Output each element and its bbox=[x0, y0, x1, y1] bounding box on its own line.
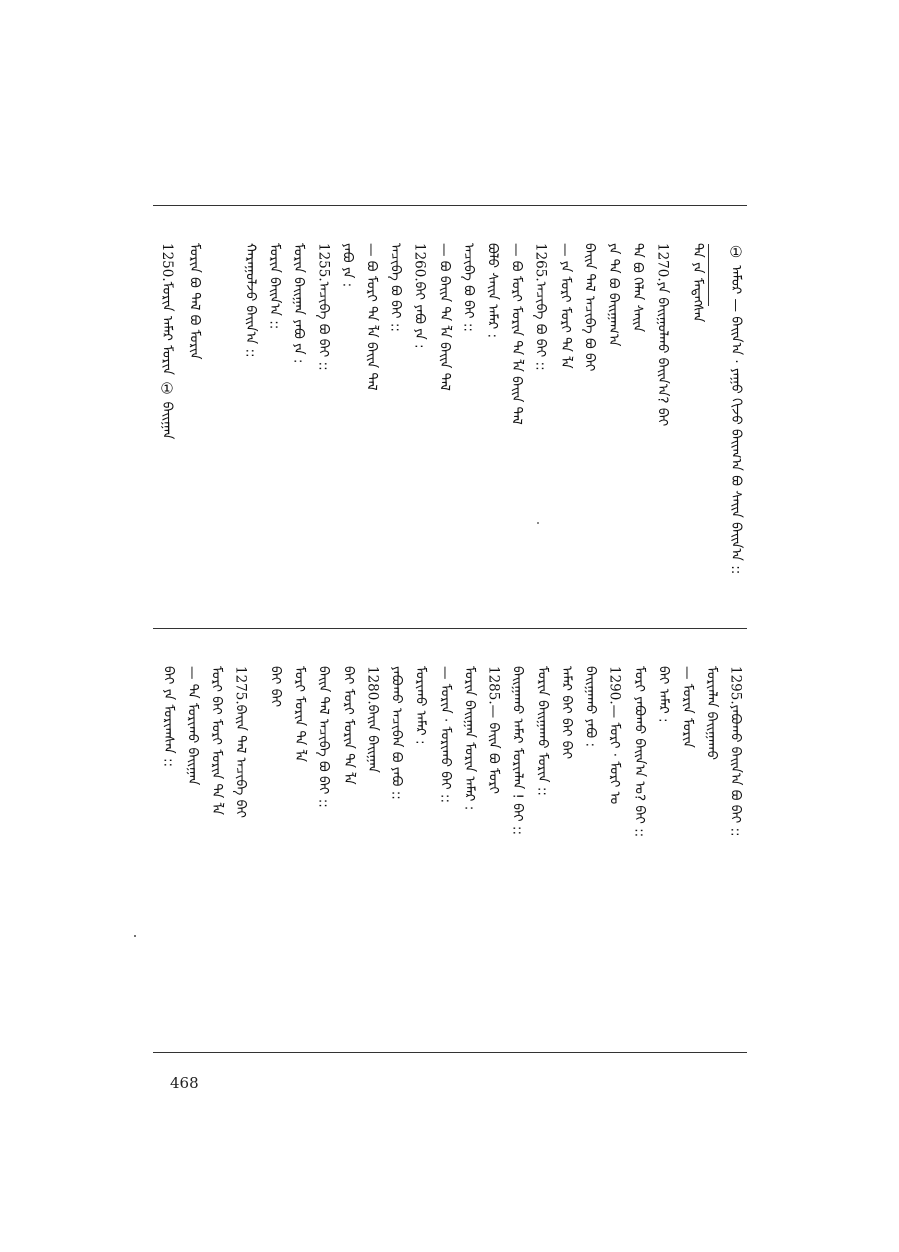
verse-line bbox=[187, 243, 201, 360]
verse-text: ᠪᠠᠢ ᠶᠠ ᠮᠣᠷᠢᠭᠰᠠᠨ :: bbox=[160, 666, 177, 768]
verse-line bbox=[364, 243, 378, 391]
verse-line bbox=[292, 666, 306, 762]
verse-text: ᠮᠣᠷᠢᠨ ᠪᠣ ᠲᠠᠯ ᠪᠤ ᠮᠣᠷᠢᠨ bbox=[186, 243, 203, 360]
verse-text: ᠪᠠᠢᠨ ᠪᠠᠢᠭᠠᠨ bbox=[364, 704, 381, 773]
verse-text: ᠶᠠᠪᠤᠬᠤ ᠪᠠᠢᠨ᠎ᠠ ᠪᠤ ᠪᠠᠢ :: bbox=[727, 704, 744, 837]
bottom-horizontal-rule bbox=[153, 1052, 747, 1053]
verse-line bbox=[485, 243, 499, 338]
verse-line bbox=[268, 666, 282, 707]
verse-block-bottom bbox=[153, 628, 753, 1050]
verse-text: ᠠᠴᠢᠪᠠ ᠪᠤ ᠪᠠᠢ :: bbox=[460, 243, 477, 332]
footnote-marker: ① bbox=[727, 243, 745, 261]
verse-text: ᠠᠮᠠᠷ ᠪᠠᠢ ᠪᠠᠢ ᠪᠠᠢ bbox=[558, 666, 575, 760]
verse-line bbox=[533, 243, 547, 371]
verse-text: — ᠮᠣᠷᠢᠨ ᠮᠣᠷᠢᠨ bbox=[679, 666, 696, 748]
verse-line bbox=[438, 666, 452, 803]
verse-line bbox=[632, 666, 646, 837]
verse-line bbox=[291, 243, 305, 363]
verse-text: ᠪᠠᠢ ᠠᠮᠠᠷ : bbox=[655, 666, 672, 723]
verse-line bbox=[728, 666, 742, 837]
verse-text: ᠶᠠ ᠲᠠ ᠪᠣ ᠪᠠᠢᠭᠠᠭ᠎ᠠ bbox=[605, 243, 622, 347]
footnote-text: ᠠᠮᠤᠷ — ᠪᠠᠢᠨ᠎ᠠ · ᠶᠠᠭᠤ ᠬᠢᠵᠦ ᠪᠠᠢᠭ᠎ᠠ ᠪᠤ ᠰᠠᠢᠨ ᠪᠠᠢᠨ᠎ᠠ :: bbox=[728, 265, 744, 575]
verse-line bbox=[655, 243, 669, 426]
verse-line bbox=[462, 666, 476, 810]
verse-line bbox=[243, 243, 257, 358]
verse-text: ᠮᠣᠷᠢ ᠮᠣᠷᠢᠨ ᠲᠠ ᠯᠠ bbox=[291, 666, 308, 762]
verse-line bbox=[509, 243, 523, 425]
verse-text: ᠪᠠᠢᠨ ᠲᠠᠯ ᠠᠴᠢᠪᠠ ᠪᠠᠢ bbox=[232, 704, 249, 819]
verse-line bbox=[365, 666, 379, 773]
footnote bbox=[728, 243, 743, 574]
verse-text: ᠮᠣᠷᠢᠬᠤ ᠠᠮᠠᠷ : bbox=[412, 666, 429, 745]
verse-text: — ᠪᠤ ᠮᠣᠷᠢ ᠮᠣᠷᠢᠨ ᠲᠠ ᠯᠠ ᠪᠠᠢᠨ ᠲᠠᠯ bbox=[508, 243, 525, 425]
verse-line bbox=[656, 666, 670, 723]
verse-text: ᠪᠣᠯᠣ ᠰᠠᠢᠨ ᠠᠮᠠᠷ : bbox=[484, 243, 501, 339]
verse-text: ᠮᠣᠷᠢ ᠶᠠᠪᠤᠬᠤ ᠪᠠᠢᠨ᠎ᠠ ᠤ? ᠪᠠᠢ :: bbox=[631, 666, 648, 838]
verse-text: ᠮᠣᠷᠢᠨ ᠪᠠᠢᠨ᠎ᠠ :: bbox=[266, 243, 283, 330]
verse-text: ᠪᠠᠢ ᠪᠠᠢ bbox=[267, 666, 284, 708]
verse-text: ᠮᠣᠷᠢᠨ ᠠᠮᠠᠷ ᠮᠣᠷᠢᠨ bbox=[159, 281, 175, 376]
verse-text: ᠮᠣᠷᠢᠨ ᠪᠠᠢᠭᠠᠨ ᠮᠣᠷᠢᠨ ᠠᠮᠠᠷ : bbox=[461, 666, 478, 811]
line-number: 1295. bbox=[727, 666, 744, 705]
verse-line bbox=[316, 243, 330, 371]
line-number: 1250. bbox=[159, 243, 175, 282]
verse-text: ᠲᠠ ᠪᠣ ᠬᠡᠯᠡᠨ ᠰᠠᠢᠨ bbox=[629, 243, 646, 333]
line-number: 1285. bbox=[485, 666, 502, 705]
verse-line bbox=[412, 243, 426, 349]
verse-text: ᠶᠠᠪᠤᠬᠤ ᠠᠴᠢᠪᠠᠨ ᠪᠤ ᠶᠠᠪᠤ :: bbox=[388, 666, 405, 800]
line-number: 1270. bbox=[654, 243, 671, 282]
verse-text: ᠬᠠᠷᠠᠭᠤᠯᠵᠤ ᠪᠠᠢᠨ᠎ᠠ :: bbox=[242, 243, 259, 358]
verse-line bbox=[437, 243, 451, 391]
verse-text: ᠪᠠᠢ ᠮᠣᠷᠢ ᠮᠣᠷᠢᠨ ᠲᠠ ᠯᠠ bbox=[340, 666, 357, 785]
verse-line bbox=[161, 666, 175, 767]
line-number: 1260. bbox=[411, 243, 428, 282]
verse-line bbox=[340, 243, 354, 287]
verse-line bbox=[582, 243, 596, 371]
verse-text: ᠪᠠᠢ ᠶᠠᠪᠤ ᠶᠠ : bbox=[411, 281, 428, 349]
verse-text: ᠠᠴᠢᠪᠠ ᠪᠤ ᠪᠠᠢ :: bbox=[315, 281, 332, 371]
verse-text-tail: ᠪᠠᠢᠭᠠᠨ bbox=[159, 401, 175, 440]
line-number: 1265. bbox=[532, 243, 549, 282]
page-number: 468 bbox=[170, 1074, 199, 1092]
verse-text: ᠠᠴᠢᠪᠠ ᠪᠤ ᠪᠠᠢ :: bbox=[532, 281, 549, 371]
line-number: 1280. bbox=[364, 666, 381, 705]
verse-line bbox=[510, 666, 524, 835]
line-number: 1255. bbox=[315, 243, 332, 282]
verse-line bbox=[704, 666, 718, 760]
verse-line bbox=[341, 666, 355, 785]
verse-text: ᠪᠠᠢᠭᠠᠬᠤ ᠶᠠᠪᠤ : bbox=[582, 666, 599, 747]
stray-mark bbox=[537, 522, 539, 524]
verse-line bbox=[389, 666, 403, 800]
verse-line bbox=[233, 666, 247, 818]
verse-text: — ᠪᠤ ᠮᠣᠷᠢ ᠲᠠ ᠯᠠ ᠪᠠᠢᠨ ᠲᠠᠯ bbox=[363, 243, 380, 391]
verse-line bbox=[461, 243, 475, 332]
verse-line bbox=[413, 666, 427, 745]
verse-line bbox=[607, 666, 621, 804]
verse-text: — ᠮᠣᠷᠢ · ᠮᠣᠷᠢ ᠤ bbox=[606, 704, 623, 805]
verse-line bbox=[185, 666, 199, 785]
stray-mark bbox=[134, 935, 136, 937]
verse-line bbox=[559, 666, 573, 759]
line-number: 1275. bbox=[232, 666, 249, 705]
verse-line bbox=[388, 243, 402, 332]
verse-text: — ᠪᠤ ᠪᠠᠢᠨ ᠲᠠ ᠯᠠ ᠪᠠᠢᠨ ᠲᠠᠯ bbox=[436, 243, 453, 391]
verse-text: — ᠮᠣᠷᠢᠨ · ᠮᠣᠷᠢᠬᠤ ᠪᠠᠢ :: bbox=[437, 666, 454, 803]
verse-text: ᠪᠠᠢᠨ ᠲᠠᠯ ᠠᠴᠢᠪᠠ ᠪᠤ ᠪᠠᠢ bbox=[581, 243, 598, 372]
verse-text: ᠶᠠ ᠪᠠᠢᠭᠤᠯᠬᠤ ᠪᠠᠢᠨ᠎ᠠ? ᠪᠠᠢ bbox=[654, 281, 671, 427]
verse-block-top bbox=[153, 205, 753, 627]
verse-text: ᠶᠠᠪᠤ ᠶᠠ : bbox=[339, 243, 356, 288]
verse-text: ᠮᠣᠷᠢᠨ ᠪᠠᠢᠭᠠᠬᠤ ᠮᠣᠷᠢᠨ :: bbox=[534, 666, 551, 796]
verse-line bbox=[535, 666, 549, 796]
verse-line bbox=[209, 666, 223, 815]
verse-line bbox=[316, 666, 330, 808]
verse-text: ᠮᠣᠷᠢᠨᠯᠠᠨ ᠪᠠᠢᠭᠠᠬᠤ bbox=[703, 666, 720, 760]
verse-text: ᠠᠴᠢᠪᠠ ᠪᠤ ᠪᠠᠢ :: bbox=[387, 243, 404, 332]
verse-line bbox=[159, 243, 174, 439]
verse-text: — ᠶᠠ ᠮᠣᠷᠢ ᠮᠣᠷᠢ ᠲᠠ ᠯᠠ bbox=[557, 243, 574, 369]
verse-line bbox=[606, 243, 620, 346]
verse-text: ᠲᠠ ᠶᠠ ᠮᠡᠳᠡᠭᠰᠡᠨ bbox=[689, 243, 706, 323]
verse-line bbox=[630, 243, 644, 332]
verse-text: — ᠪᠠᠢᠨ ᠪᠤ ᠮᠣᠷᠢ bbox=[485, 704, 502, 795]
line-number: 1290. bbox=[606, 666, 623, 705]
verse-text: ᠪᠠᠢᠨ ᠲᠠᠯ ᠠᠴᠢᠪᠠ ᠪᠤ ᠪᠠᠢ :: bbox=[315, 666, 332, 808]
footnote-separator-rule bbox=[708, 244, 709, 306]
verse-text: ᠮᠣᠷᠢᠨ ᠪᠠᠢᠭᠠᠨ ᠶᠠᠪᠤ ᠶᠠ : bbox=[290, 243, 307, 364]
verse-text: — ᠲᠠ ᠮᠣᠷᠢᠬᠤ ᠪᠠᠢᠭᠠᠨ bbox=[184, 666, 201, 786]
footnote-reference-marker: ① bbox=[158, 379, 176, 398]
verse-line bbox=[583, 666, 597, 747]
verse-line bbox=[690, 243, 704, 322]
verse-line bbox=[558, 243, 572, 369]
verse-line bbox=[267, 243, 281, 329]
verse-line bbox=[486, 666, 500, 794]
verse-text: ᠪᠠᠢᠭᠠᠬᠤ ᠠᠮᠠᠷ ᠮᠣᠷᠢᠨᠯᠠᠨ ! ᠪᠠᠢ :: bbox=[509, 666, 526, 836]
verse-text: ᠮᠣᠷᠢ ᠪᠠᠢ ᠮᠣᠷᠢ ᠮᠣᠷᠢᠨ ᠲᠠ ᠯᠠ bbox=[208, 666, 225, 816]
verse-line bbox=[680, 666, 694, 748]
